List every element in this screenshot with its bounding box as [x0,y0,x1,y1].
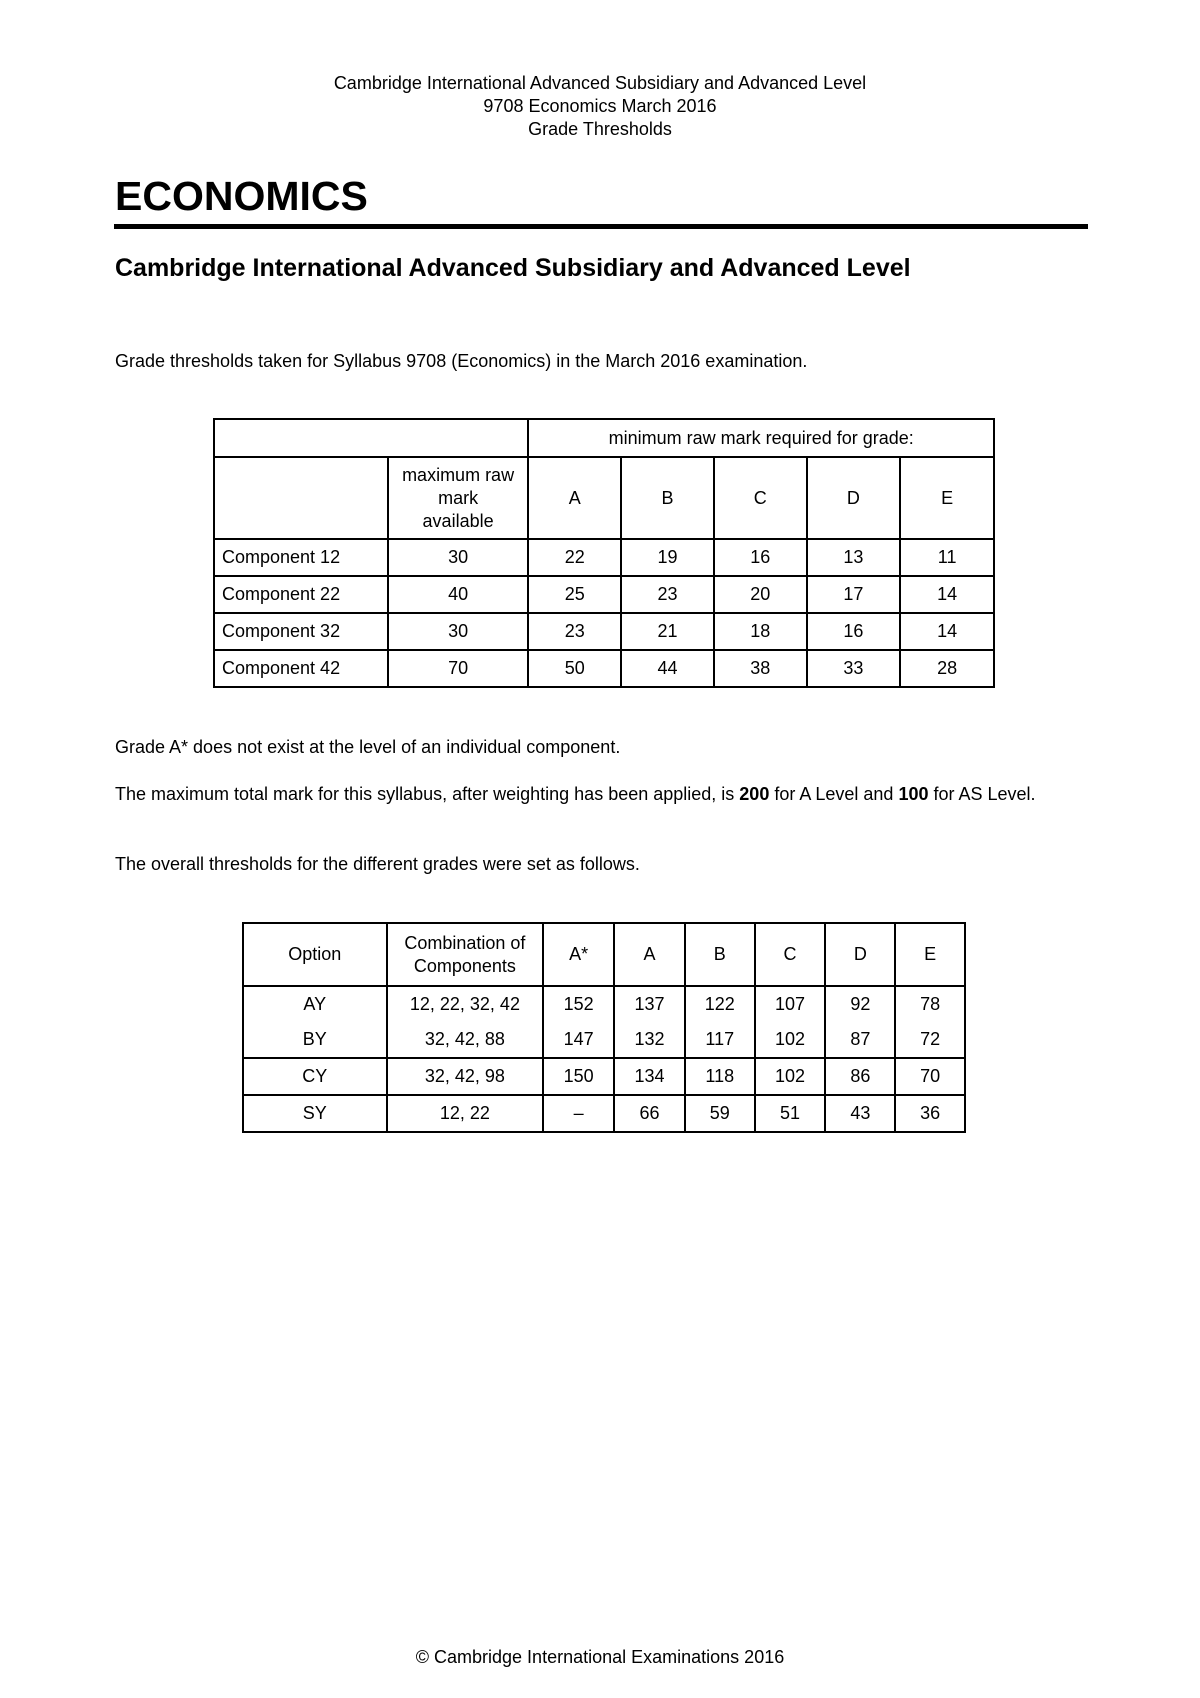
grade-cell: 59 [685,1095,755,1132]
title-rule [114,224,1088,229]
max-mark-cell: 30 [388,539,529,576]
grade-cell: 122 [685,986,755,1022]
option-header: Option [243,923,387,986]
table-row [243,1095,965,1132]
grade-cell: 14 [900,613,994,650]
group-header-cell: minimum raw mark required for grade: [528,419,994,457]
table-row [214,613,994,650]
grade-header: E [895,923,965,986]
header-line-3: Grade Thresholds [528,119,672,139]
table-row [214,650,994,687]
grade-cell: 78 [895,986,965,1022]
grade-header: A [614,923,685,986]
header-text: maximum raw [402,464,515,485]
grade-cell: 86 [825,1058,895,1095]
max-mark-cell: 70 [388,650,529,687]
component-label: Component 42 [214,650,388,687]
max-mark-cell: 30 [388,613,529,650]
combination-header [387,923,544,986]
grade-cell: 87 [825,1022,895,1058]
note-text: The maximum total mark for this syllabus, after weighting has been applied, is [115,784,740,804]
grade-cell: 20 [714,576,807,613]
table-group-header-row [214,419,994,457]
overall-note: The overall thresholds for the different grades were set as follows. [115,854,640,874]
table-row [243,1022,965,1058]
a-level-max-mark: 200 [739,784,770,804]
grade-cell: 132 [614,1022,685,1058]
grade-header: A [528,457,621,539]
header-text: Components [413,955,516,976]
intro-text: Grade thresholds taken for Syllabus 9708 (Economics) in the March 2016 examination. [115,351,808,371]
combination-cell: 32, 42, 98 [387,1058,544,1095]
grade-cell: 152 [543,986,614,1022]
grade-cell: 23 [528,613,621,650]
grade-header: D [807,457,901,539]
table-row [243,986,965,1022]
option-thresholds-table [242,922,966,1133]
grade-cell: 147 [543,1022,614,1058]
grade-cell: 17 [807,576,901,613]
as-level-max-mark: 100 [898,784,929,804]
table-row [214,576,994,613]
grade-cell: 44 [621,650,714,687]
grade-cell: 102 [755,1058,826,1095]
grade-cell: 28 [900,650,994,687]
grade-cell: 18 [714,613,807,650]
grade-cell: 137 [614,986,685,1022]
grade-header: A* [543,923,614,986]
note-text: for A Level and [769,784,899,804]
component-label: Component 32 [214,613,388,650]
grade-cell: 25 [528,576,621,613]
header-line-1: Cambridge International Advanced Subsidiary and Advanced Level [333,73,867,93]
option-cell: AY [243,986,387,1022]
header-text: mark [438,487,479,508]
grade-cell: 70 [895,1058,965,1095]
table-header-row [214,457,994,539]
page-title: ECONOMICS [115,173,368,219]
combination-cell: 12, 22, 32, 42 [387,986,544,1022]
empty-header-cell [214,457,388,539]
grade-cell: 38 [714,650,807,687]
header-text: available [422,510,494,531]
grade-cell: 102 [755,1022,826,1058]
table-row [214,539,994,576]
grade-cell: 117 [685,1022,755,1058]
max-mark-cell: 40 [388,576,529,613]
grade-header: B [621,457,714,539]
max-mark-header [388,457,529,539]
grade-cell: 13 [807,539,901,576]
combination-cell: 32, 42, 88 [387,1022,544,1058]
grade-cell: 36 [895,1095,965,1132]
option-cell: BY [243,1022,387,1058]
grade-cell: 43 [825,1095,895,1132]
page-subtitle: Cambridge International Advanced Subsidiary and Advanced Level [115,254,911,282]
component-label: Component 22 [214,576,388,613]
grade-cell: 150 [543,1058,614,1095]
option-cell: SY [243,1095,387,1132]
header-line-2: 9708 Economics March 2016 [483,96,717,116]
grade-cell: 134 [614,1058,685,1095]
grade-cell: 50 [528,650,621,687]
grade-header: B [685,923,755,986]
grade-header: C [714,457,807,539]
header-text: Combination of [404,932,526,953]
page-footer: © Cambridge International Examinations 2016 [415,1647,785,1667]
grade-cell: 51 [755,1095,826,1132]
grade-cell: 23 [621,576,714,613]
grade-cell: – [543,1095,614,1132]
grade-header: E [900,457,994,539]
max-total-note [115,783,1095,806]
running-header [0,72,1200,141]
table-header-row [243,923,965,986]
grade-cell: 14 [900,576,994,613]
grade-cell: 118 [685,1058,755,1095]
grade-cell: 72 [895,1022,965,1058]
grade-cell: 107 [755,986,826,1022]
grade-cell: 16 [714,539,807,576]
empty-header-cell [214,419,528,457]
grade-cell: 21 [621,613,714,650]
grade-cell: 19 [621,539,714,576]
note-text: for AS Level. [928,784,1036,804]
grade-cell: 33 [807,650,901,687]
grade-cell: 66 [614,1095,685,1132]
astar-note: Grade A* does not exist at the level of an individual component. [115,737,621,757]
grade-cell: 22 [528,539,621,576]
component-thresholds-table [213,418,995,688]
grade-header: D [825,923,895,986]
combination-cell: 12, 22 [387,1095,544,1132]
component-label: Component 12 [214,539,388,576]
grade-cell: 16 [807,613,901,650]
grade-cell: 11 [900,539,994,576]
table-row [243,1058,965,1095]
grade-header: C [755,923,826,986]
option-cell: CY [243,1058,387,1095]
grade-cell: 92 [825,986,895,1022]
